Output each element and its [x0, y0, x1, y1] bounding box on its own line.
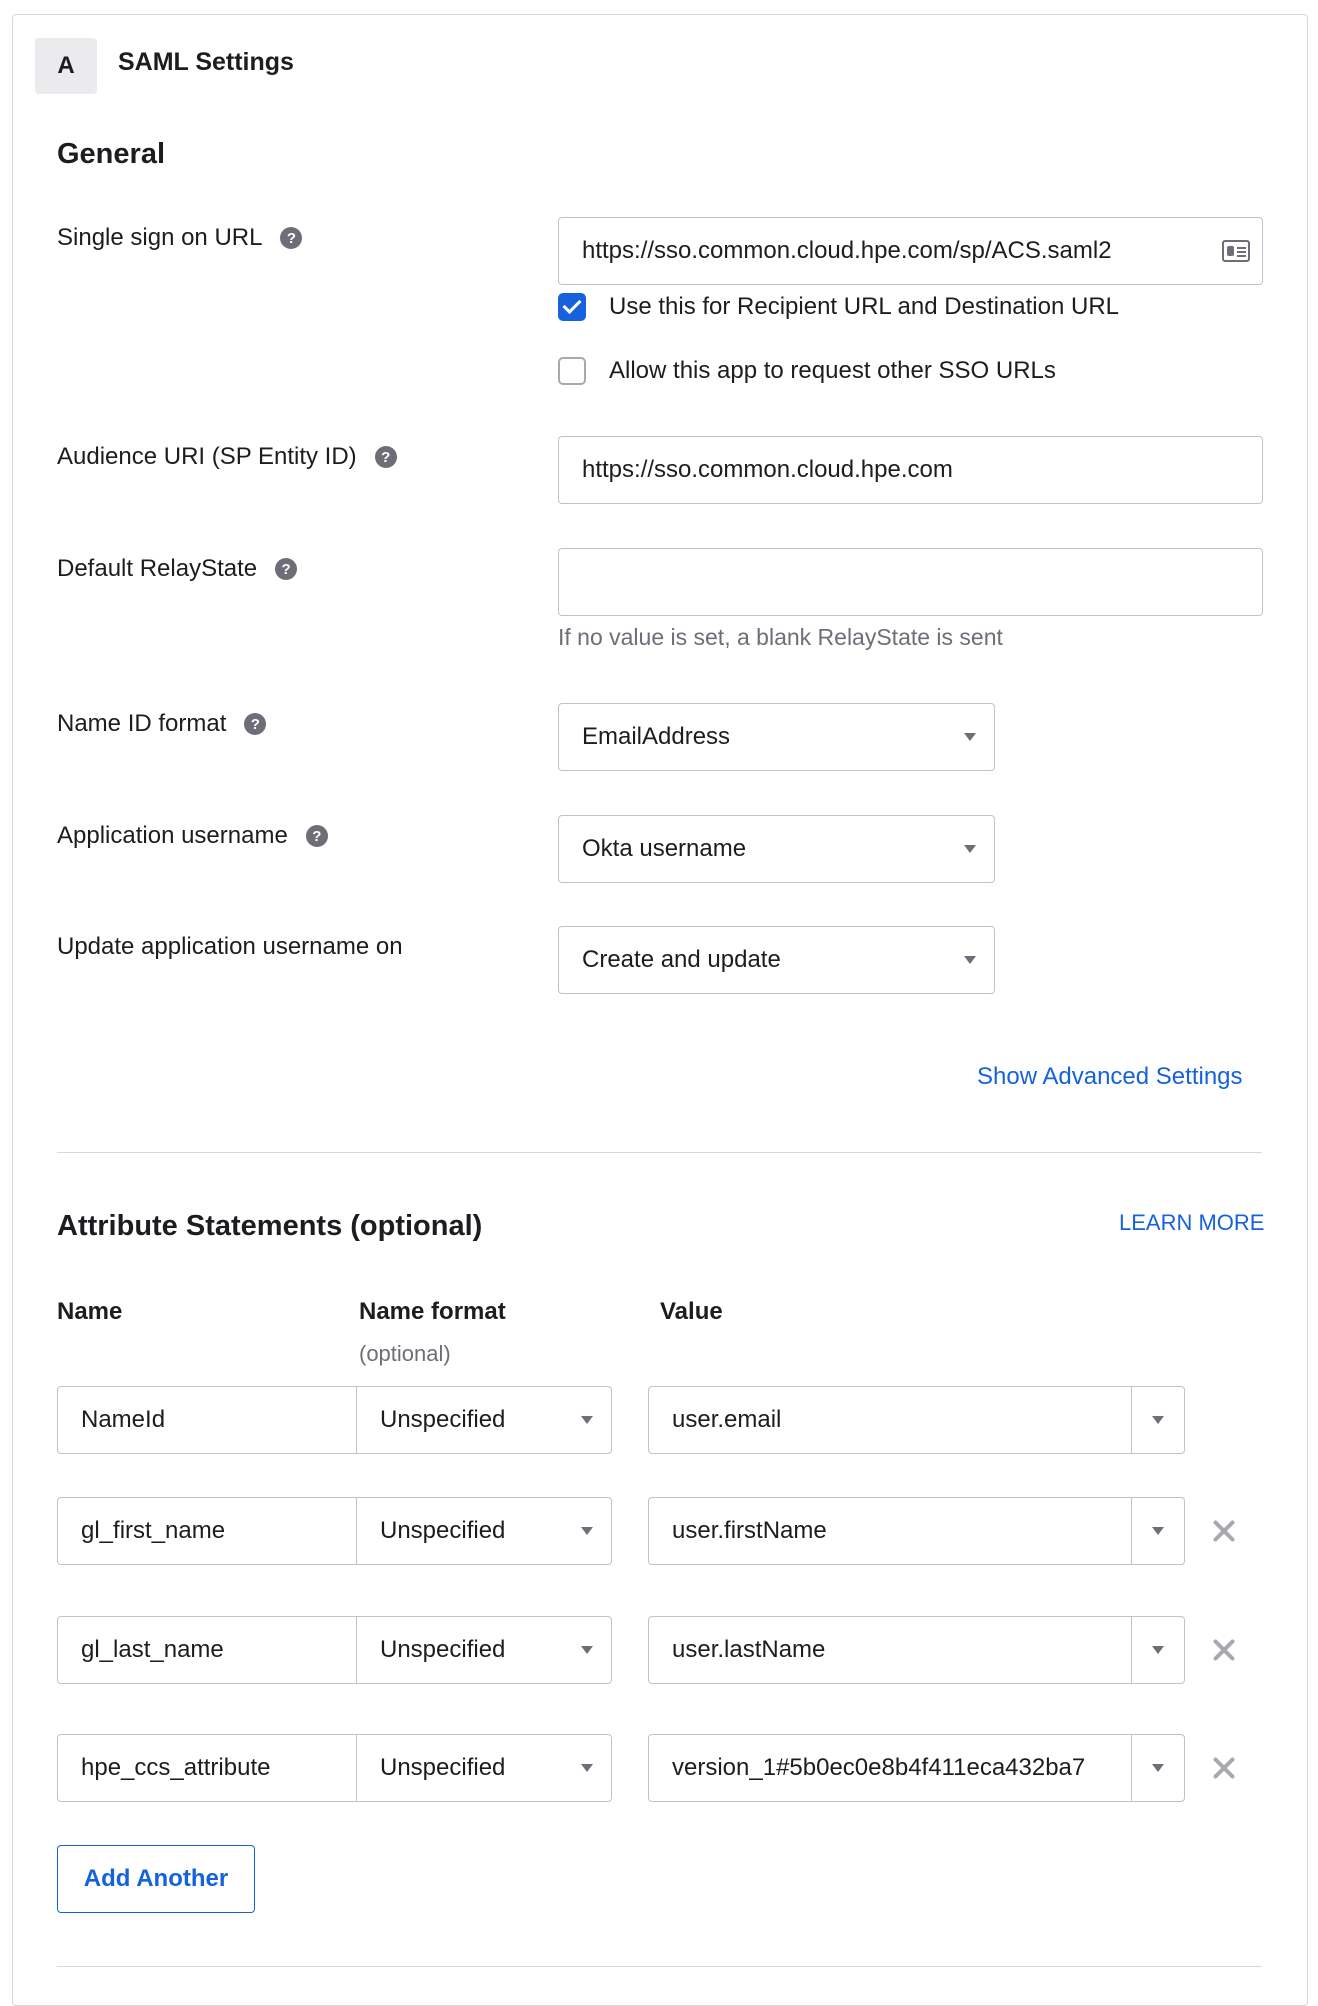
attribute-statements-heading: Attribute Statements (optional): [57, 1210, 483, 1242]
audience-uri-value: https://sso.common.cloud.hpe.com: [582, 456, 953, 483]
attribute-value-dropdown-button[interactable]: [1131, 1497, 1185, 1565]
other-sso-urls-checkbox-label[interactable]: Allow this app to request other SSO URLs: [609, 357, 1056, 384]
chevron-down-icon: [581, 1527, 593, 1535]
name-id-format-value: EmailAddress: [582, 723, 731, 750]
attribute-value-text: version_1#5b0ec0e8b4f411eca432ba7: [672, 1754, 1086, 1781]
remove-attribute-icon[interactable]: [1210, 1754, 1238, 1782]
remove-attribute-icon[interactable]: [1210, 1517, 1238, 1545]
attribute-value-dropdown-button[interactable]: [1131, 1616, 1185, 1684]
audience-uri-input[interactable]: [558, 436, 1263, 504]
recipient-url-checkbox[interactable]: [558, 293, 586, 321]
contact-card-icon: [1222, 240, 1250, 262]
remove-attribute-icon[interactable]: [1210, 1636, 1238, 1664]
section-divider: [57, 1966, 1262, 1967]
attribute-name-value: gl_last_name: [81, 1636, 224, 1663]
other-sso-urls-checkbox[interactable]: [558, 357, 586, 385]
help-icon[interactable]: ?: [306, 825, 328, 847]
update-username-label-text: Update application username on: [57, 933, 403, 960]
attribute-name-input[interactable]: [57, 1386, 357, 1454]
name-id-format-label: [57, 710, 266, 738]
chevron-down-icon: [964, 845, 976, 853]
update-username-value: Create and update: [582, 946, 781, 973]
attribute-format-value: Unspecified: [380, 1406, 506, 1433]
chevron-down-icon: [1152, 1764, 1164, 1772]
help-icon[interactable]: ?: [244, 713, 266, 735]
audience-uri-label: [57, 443, 397, 471]
attribute-format-value: Unspecified: [380, 1517, 506, 1544]
panel-title: SAML Settings: [118, 48, 294, 76]
sso-url-label: [57, 224, 302, 252]
attribute-value-dropdown-button[interactable]: [1131, 1734, 1185, 1802]
attribute-value-text: user.email: [672, 1406, 782, 1433]
learn-more-link[interactable]: LEARN MORE: [1119, 1210, 1265, 1235]
relay-state-hint: If no value is set, a blank RelayState is sent: [558, 624, 1003, 650]
relay-state-input[interactable]: [558, 548, 1263, 616]
attribute-value-input[interactable]: [648, 1734, 1132, 1802]
column-header-optional: (optional): [359, 1341, 451, 1366]
name-id-format-select[interactable]: [558, 703, 995, 771]
column-header-name: Name: [57, 1298, 123, 1325]
update-username-select[interactable]: [558, 926, 995, 994]
attribute-format-value: Unspecified: [380, 1636, 506, 1663]
chevron-down-icon: [1152, 1527, 1164, 1535]
attribute-name-value: gl_first_name: [81, 1517, 226, 1544]
app-username-select[interactable]: [558, 815, 995, 883]
chevron-down-icon: [964, 956, 976, 964]
sso-url-input[interactable]: [558, 217, 1263, 285]
attribute-value-text: user.lastName: [672, 1636, 826, 1663]
column-header-name-format: Name format: [359, 1298, 506, 1325]
attribute-format-select[interactable]: [356, 1734, 612, 1802]
show-advanced-settings-link[interactable]: Show Advanced Settings: [977, 1063, 1243, 1090]
app-username-label-text: Application username: [57, 822, 288, 849]
attribute-value-input[interactable]: [648, 1497, 1132, 1565]
chevron-down-icon: [1152, 1646, 1164, 1654]
section-divider: [57, 1152, 1262, 1153]
attribute-format-select[interactable]: [356, 1386, 612, 1454]
attribute-name-input[interactable]: [57, 1734, 357, 1802]
update-username-label: [57, 933, 403, 961]
general-heading: General: [57, 138, 165, 170]
add-another-button[interactable]: Add Another: [57, 1845, 255, 1913]
attribute-value-input[interactable]: [648, 1616, 1132, 1684]
attribute-name-value: hpe_ccs_attribute: [81, 1754, 271, 1781]
relay-state-label: [57, 555, 297, 583]
attribute-value-text: user.firstName: [672, 1517, 827, 1544]
attribute-name-input[interactable]: [57, 1616, 357, 1684]
sso-url-label-text: Single sign on URL: [57, 224, 263, 251]
app-username-value: Okta username: [582, 835, 747, 862]
audience-uri-label-text: Audience URI (SP Entity ID): [57, 443, 357, 470]
relay-state-label-text: Default RelayState: [57, 555, 258, 582]
chevron-down-icon: [581, 1764, 593, 1772]
attribute-format-select[interactable]: [356, 1616, 612, 1684]
chevron-down-icon: [1152, 1416, 1164, 1424]
app-username-label: [57, 822, 328, 850]
help-icon[interactable]: ?: [280, 227, 302, 249]
attribute-name-value: NameId: [81, 1406, 166, 1433]
chevron-down-icon: [581, 1416, 593, 1424]
attribute-value-input[interactable]: [648, 1386, 1132, 1454]
attribute-format-value: Unspecified: [380, 1754, 506, 1781]
help-icon[interactable]: ?: [275, 558, 297, 580]
help-icon[interactable]: ?: [375, 446, 397, 468]
attribute-format-select[interactable]: [356, 1497, 612, 1565]
sso-url-value: https://sso.common.cloud.hpe.com/sp/ACS.saml2: [582, 237, 1112, 264]
step-badge: A: [35, 38, 97, 94]
column-header-value: Value: [660, 1298, 723, 1325]
chevron-down-icon: [964, 733, 976, 741]
name-id-format-label-text: Name ID format: [57, 710, 227, 737]
recipient-url-checkbox-label[interactable]: Use this for Recipient URL and Destination URL: [609, 293, 1120, 320]
chevron-down-icon: [581, 1646, 593, 1654]
attribute-name-input[interactable]: [57, 1497, 357, 1565]
attribute-value-dropdown-button[interactable]: [1131, 1386, 1185, 1454]
